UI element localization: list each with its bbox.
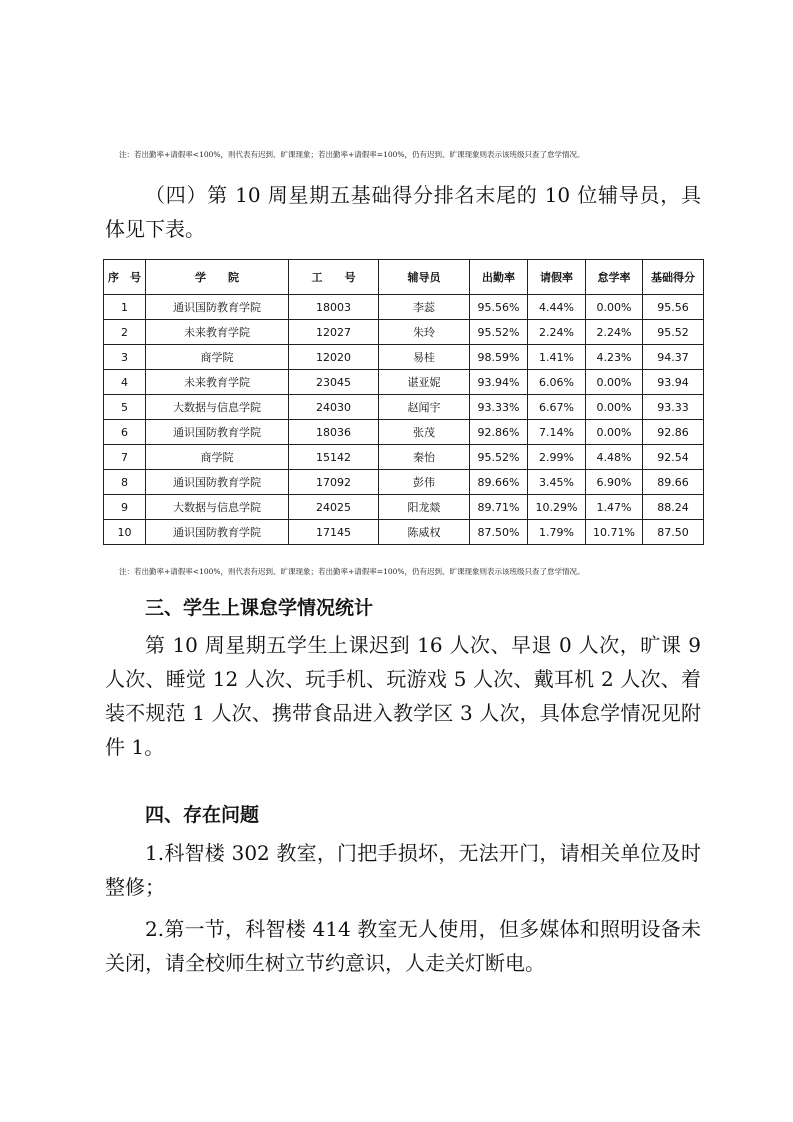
table-cell: 17092 <box>289 470 379 495</box>
table-cell: 2.99% <box>528 445 586 470</box>
header-cell: 基础得分 <box>643 260 704 295</box>
table-cell: 3 <box>104 345 146 370</box>
table-cell: 4.48% <box>586 445 643 470</box>
table-cell: 87.50 <box>643 520 704 545</box>
table-cell: 通识国防教育学院 <box>146 520 289 545</box>
table-cell: 98.59% <box>470 345 528 370</box>
section4-heading: 四、存在问题 <box>145 804 260 826</box>
table-cell: 商学院 <box>146 345 289 370</box>
table-cell: 94.37 <box>643 345 704 370</box>
table-cell: 大数据与信息学院 <box>146 395 289 420</box>
table-cell: 1.47% <box>586 495 643 520</box>
header-cell: 学 院 <box>146 260 289 295</box>
intro-paragraph: （四）第 10 周星期五基础得分排名末尾的 10 位辅导员，具体见下表。 <box>105 183 701 241</box>
table-cell: 95.52 <box>643 320 704 345</box>
table-cell: 93.33 <box>643 395 704 420</box>
table-cell: 未来教育学院 <box>146 370 289 395</box>
header-cell: 请假率 <box>528 260 586 295</box>
header-cell: 序 号 <box>104 260 146 295</box>
table-cell: 2 <box>104 320 146 345</box>
table-cell: 4.23% <box>586 345 643 370</box>
table-cell: 23045 <box>289 370 379 395</box>
table-cell: 阳龙燚 <box>379 495 470 520</box>
table-cell: 商学院 <box>146 445 289 470</box>
table-cell: 6 <box>104 420 146 445</box>
table-cell: 15142 <box>289 445 379 470</box>
section4-item-2: 2.第一节，科智楼 414 教室无人使用，但多媒体和照明设备未关闭，请全校师生树立节约意识，人走关灯断电。 <box>105 917 701 975</box>
table-row <box>104 520 704 545</box>
table-cell: 未来教育学院 <box>146 320 289 345</box>
table-cell: 4.44% <box>528 295 586 320</box>
table-cell: 0.00% <box>586 395 643 420</box>
table-cell: 6.90% <box>586 470 643 495</box>
table-cell: 陈威权 <box>379 520 470 545</box>
table-row <box>104 345 704 370</box>
table-cell: 9 <box>104 495 146 520</box>
table-cell: 89.66 <box>643 470 704 495</box>
counselor-ranking-table <box>103 259 704 545</box>
table-cell: 易桂 <box>379 345 470 370</box>
section3-heading: 三、学生上课怠学情况统计 <box>145 597 374 619</box>
table-cell: 93.94 <box>643 370 704 395</box>
table-cell: 10.29% <box>528 495 586 520</box>
table-cell: 89.71% <box>470 495 528 520</box>
section4-item-1: 1.科智楼 302 教室，门把手损坏，无法开门，请相关单位及时整修； <box>105 841 701 899</box>
table-row <box>104 495 704 520</box>
table-cell: 95.52% <box>470 445 528 470</box>
table-note-top: 注：若出勤率+请假率<100%，则代表有迟到、旷课现象；若出勤率+请假率=100%，仍有迟到、旷课现象则表示该班级只查了怠学情况。 <box>119 150 585 159</box>
table-cell: 12020 <box>289 345 379 370</box>
table-cell: 95.56 <box>643 295 704 320</box>
table-cell: 李蕊 <box>379 295 470 320</box>
table-row <box>104 370 704 395</box>
table-row <box>104 470 704 495</box>
table-cell: 3.45% <box>528 470 586 495</box>
table-cell: 2.24% <box>586 320 643 345</box>
table-cell: 1.41% <box>528 345 586 370</box>
table-cell: 8 <box>104 470 146 495</box>
table-cell: 赵闻宇 <box>379 395 470 420</box>
table-cell: 张茂 <box>379 420 470 445</box>
header-cell: 工 号 <box>289 260 379 295</box>
header-cell: 辅导员 <box>379 260 470 295</box>
table-cell: 93.33% <box>470 395 528 420</box>
table-cell: 朱玲 <box>379 320 470 345</box>
table-row <box>104 445 704 470</box>
table-cell: 18036 <box>289 420 379 445</box>
table-row <box>104 395 704 420</box>
table-cell: 92.86% <box>470 420 528 445</box>
table-cell: 7 <box>104 445 146 470</box>
table-cell: 92.54 <box>643 445 704 470</box>
table-cell: 大数据与信息学院 <box>146 495 289 520</box>
table-cell: 0.00% <box>586 420 643 445</box>
table-cell: 2.24% <box>528 320 586 345</box>
table-cell: 18003 <box>289 295 379 320</box>
table-cell: 87.50% <box>470 520 528 545</box>
table-cell: 17145 <box>289 520 379 545</box>
table-cell: 10 <box>104 520 146 545</box>
table-cell: 88.24 <box>643 495 704 520</box>
table-cell: 1.79% <box>528 520 586 545</box>
table-cell: 通识国防教育学院 <box>146 470 289 495</box>
table-cell: 6.06% <box>528 370 586 395</box>
table-cell: 7.14% <box>528 420 586 445</box>
table-cell: 92.86 <box>643 420 704 445</box>
table-row <box>104 420 704 445</box>
table-row <box>104 295 704 320</box>
table-cell: 通识国防教育学院 <box>146 420 289 445</box>
table-cell: 彭伟 <box>379 470 470 495</box>
table-cell: 4 <box>104 370 146 395</box>
table-cell: 24030 <box>289 395 379 420</box>
table-cell: 24025 <box>289 495 379 520</box>
section3-paragraph: 第 10 周星期五学生上课迟到 16 人次、早退 0 人次，旷课 9 人次、睡觉 12 人次、玩手机、玩游戏 5 人次、戴耳机 2 人次、着装不规范 1 人次、携带食品进入教学区 3 人次，具体怠学情况见附件 1。 <box>105 633 701 759</box>
table-cell: 0.00% <box>586 295 643 320</box>
table-cell: 95.52% <box>470 320 528 345</box>
table-cell: 93.94% <box>470 370 528 395</box>
table-cell: 10.71% <box>586 520 643 545</box>
table-row <box>104 320 704 345</box>
table-note-bottom: 注：若出勤率+请假率<100%，则代表有迟到、旷课现象；若出勤率+请假率=100%，仍有迟到、旷课现象则表示该班级只查了怠学情况。 <box>119 567 585 576</box>
header-cell: 怠学率 <box>586 260 643 295</box>
table-cell: 89.66% <box>470 470 528 495</box>
table-cell: 6.67% <box>528 395 586 420</box>
table-cell: 95.56% <box>470 295 528 320</box>
table-cell: 5 <box>104 395 146 420</box>
table-cell: 秦怡 <box>379 445 470 470</box>
table-cell: 1 <box>104 295 146 320</box>
table-cell: 12027 <box>289 320 379 345</box>
table-cell: 谌亚妮 <box>379 370 470 395</box>
table-header-row <box>104 260 704 295</box>
header-cell: 出勤率 <box>470 260 528 295</box>
table-cell: 通识国防教育学院 <box>146 295 289 320</box>
table-cell: 0.00% <box>586 370 643 395</box>
